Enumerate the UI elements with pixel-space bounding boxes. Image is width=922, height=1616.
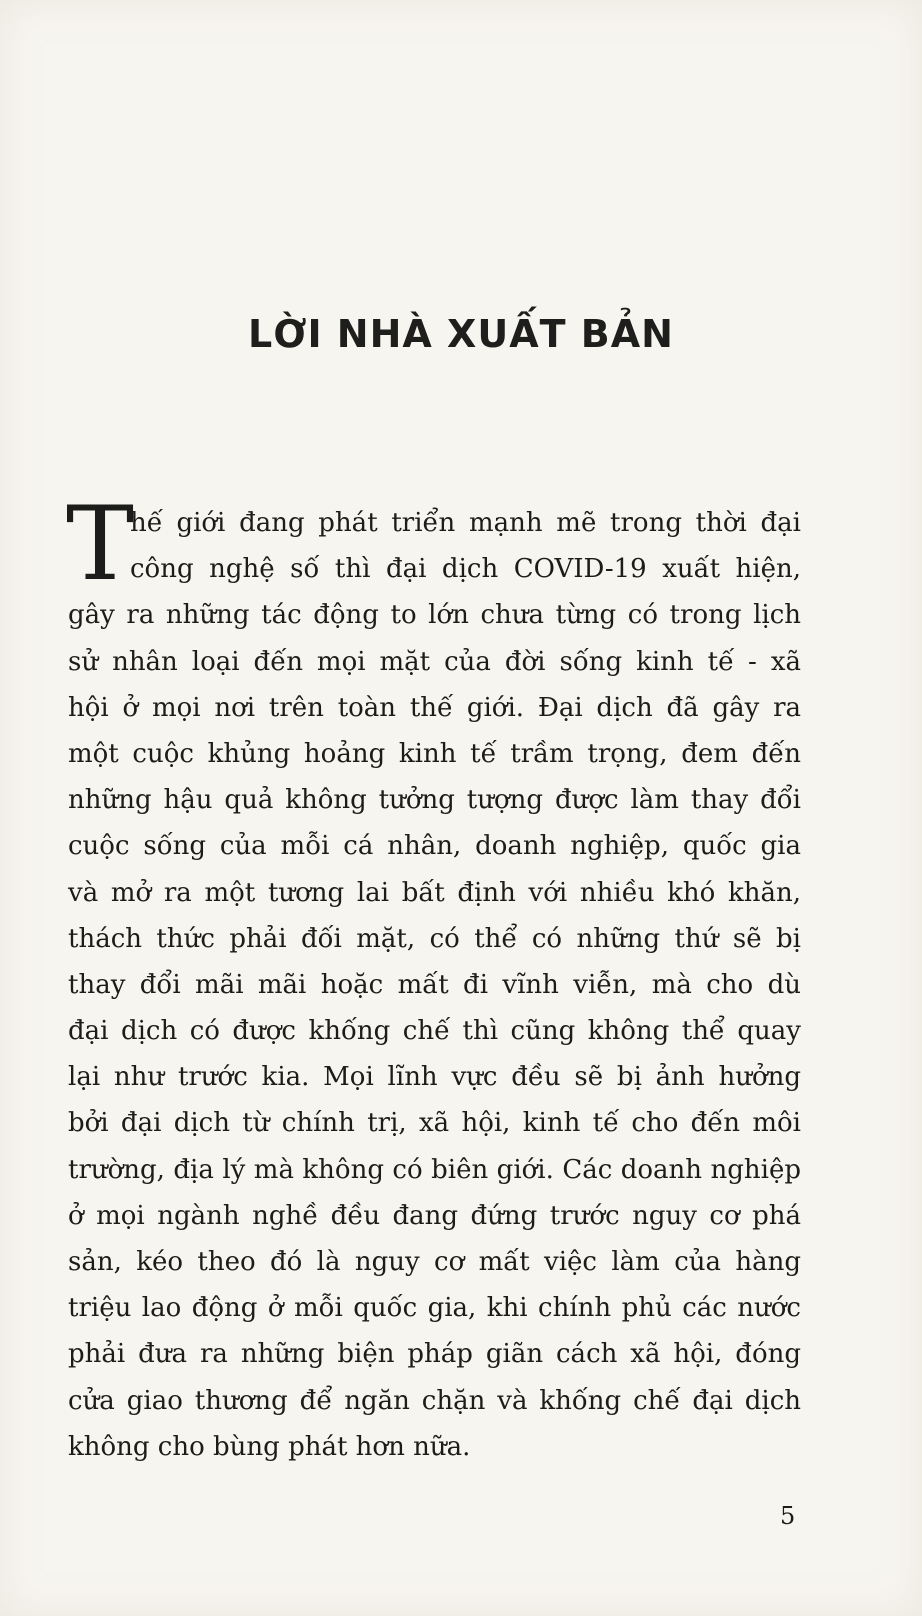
drop-cap: T bbox=[66, 485, 135, 604]
text-line: những hậu quả không tưởng tượng được làm thay đổi bbox=[68, 785, 801, 816]
body-paragraph bbox=[66, 485, 801, 1470]
text-line: cửa giao thương để ngăn chặn và khống chế đại dịch bbox=[68, 1385, 801, 1416]
text-line: lại như trước kia. Mọi lĩnh vực đều sẽ bị ảnh hưởng bbox=[68, 1062, 801, 1093]
text-line: ở mọi ngành nghề đều đang đứng trước nguy cơ phá bbox=[68, 1200, 801, 1231]
text-line: đại dịch có được khống chế thì cũng không thể quay bbox=[68, 1016, 801, 1047]
text-line: và mở ra một tương lai bất định với nhiều khó khăn, bbox=[68, 877, 801, 908]
text-line: trường, địa lý mà không có biên giới. Các doanh nghiệp bbox=[68, 1154, 801, 1185]
text-line: gây ra những tác động to lớn chưa từng có trong lịch bbox=[68, 600, 801, 631]
text-line: bởi đại dịch từ chính trị, xã hội, kinh tế cho đến môi bbox=[68, 1108, 801, 1139]
text-line: phải đưa ra những biện pháp giãn cách xã hội, đóng bbox=[68, 1339, 801, 1370]
page-number: 5 bbox=[780, 1502, 796, 1530]
page-heading: LỜI NHÀ XUẤT BẢN bbox=[248, 312, 674, 356]
text-line: một cuộc khủng hoảng kinh tế trầm trọng, đem đến bbox=[68, 738, 801, 769]
text-line: sản, kéo theo đó là nguy cơ mất việc làm của hàng bbox=[68, 1247, 801, 1277]
text-line: thách thức phải đối mặt, có thể có những thứ sẽ bị bbox=[68, 923, 801, 954]
text-line: cuộc sống của mỗi cá nhân, doanh nghiệp, quốc gia bbox=[68, 831, 801, 862]
text-line: hội ở mọi nơi trên toàn thế giới. Đại dịch đã gây ra bbox=[68, 692, 801, 723]
text-line: sử nhân loại đến mọi mặt của đời sống kinh tế - xã bbox=[68, 646, 801, 677]
text-line: không cho bùng phát hơn nữa. bbox=[68, 1431, 471, 1462]
text-line: triệu lao động ở mỗi quốc gia, khi chính phủ các nước bbox=[68, 1293, 801, 1324]
text-line: hế giới đang phát triển mạnh mẽ trong thời đại bbox=[130, 508, 801, 538]
text-line: công nghệ số thì đại dịch COVID-19 xuất hiện, bbox=[130, 554, 801, 585]
text-line: thay đổi mãi mãi hoặc mất đi vĩnh viễn, mà cho dù bbox=[68, 969, 801, 1000]
